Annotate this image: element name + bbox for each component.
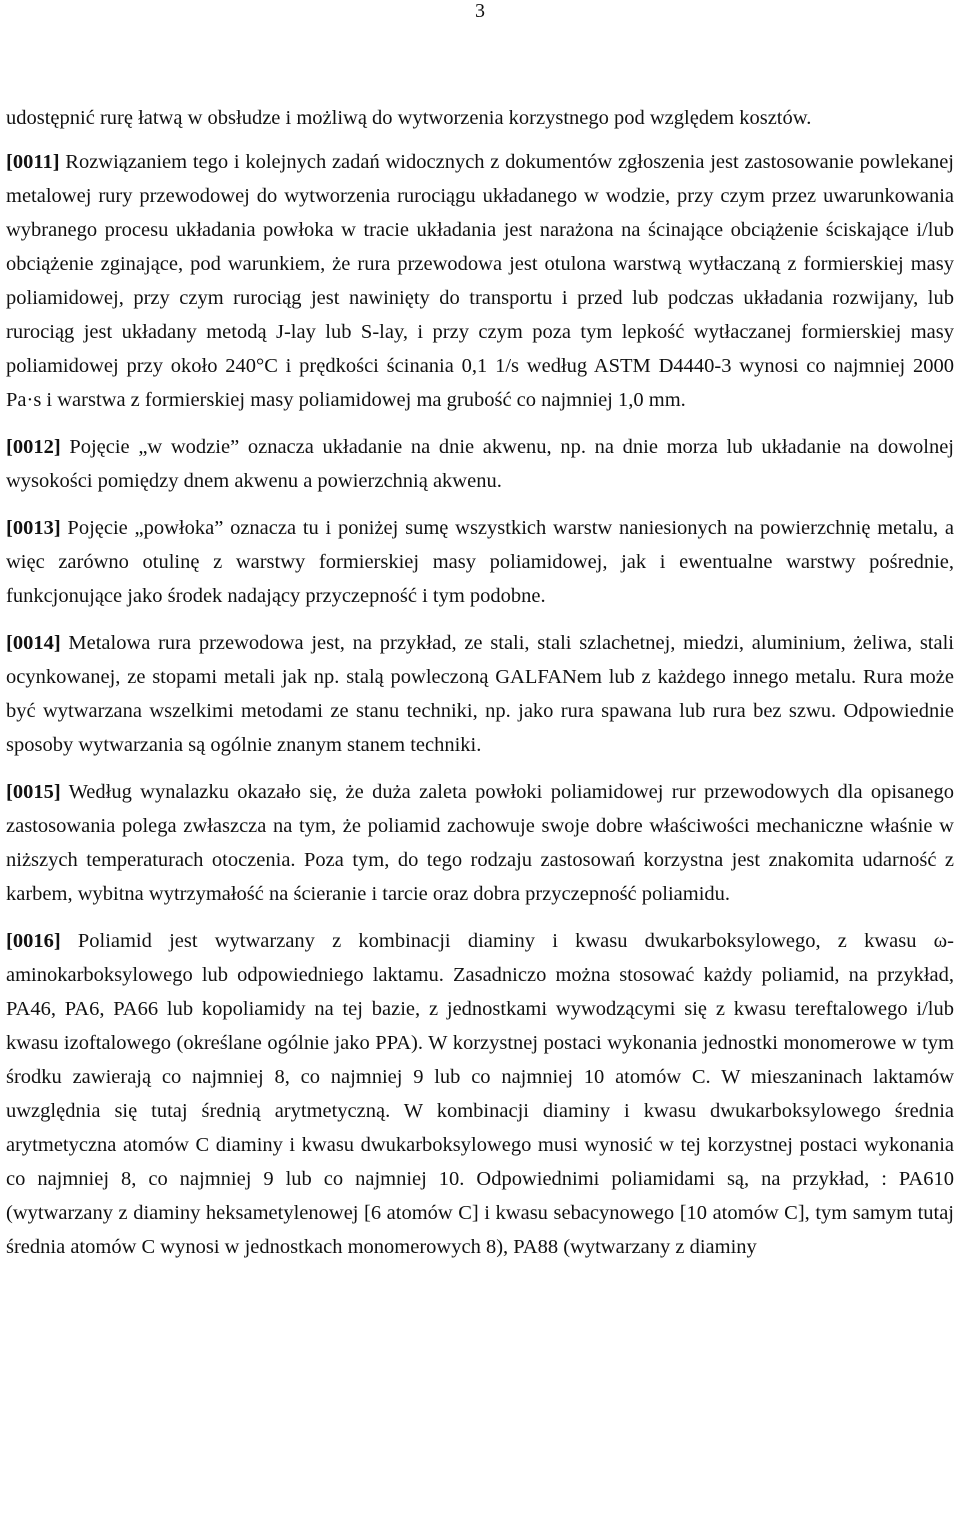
paragraph-text: Według wynalazku okazało się, że duża zaleta powłoki poliamidowej rur przewodowych dla opisanego zastosowania polega zwłaszcza na tym, że poliamid zachowuje swoje dobre właściwości mechaniczne właśnie w niższych temperaturach otoczenia. Poza tym, do tego rodzaju zastosowań korzystna jest znakomita udarność z karbem, wybitna wytrzymałość na ścieranie i tarcie oraz dobra przyczepność poliamidu.: [6, 781, 954, 905]
paragraph-number: [0014]: [6, 632, 61, 654]
paragraph-number: [0013]: [6, 517, 61, 539]
paragraph-text: Pojęcie „powłoka” oznacza tu i poniżej sumę wszystkich warstw naniesionych na powierzchnię metalu, a więc zarówno otulinę z warstwy formierskiej masy poliamidowej, jak i ewentualne warstwy pośrednie, funkcjonujące jako środek nadający przyczepność i tym podobne.: [6, 517, 954, 607]
paragraph-number: [0016]: [6, 930, 61, 952]
paragraph-text: Metalowa rura przewodowa jest, na przykład, ze stali, stali szlachetnej, miedzi, aluminium, żeliwa, stali ocynkowanej, ze stopami metali jak np. stalą powleczoną GALFANem lub z każdego innego metalu. Rura może być wytwarzana wszelkimi metodami ze stanu techniki, np. jako rura spawana lub rura bez szwu. Odpowiednie sposoby wytwarzania są ogólnie znanym stanem techniki.: [6, 632, 954, 756]
paragraph-0011: [6, 145, 954, 417]
paragraph-number: [0011]: [6, 151, 60, 173]
paragraph-number: [0015]: [6, 781, 61, 803]
paragraph-0014: [6, 626, 954, 762]
paragraph-0012: [6, 430, 954, 498]
paragraph-number: [0012]: [6, 436, 61, 458]
page-number: 3: [475, 0, 485, 22]
paragraph-text: udostępnić rurę łatwą w obsłudze i możliwą do wytworzenia korzystnego pod względem kosztów.: [6, 107, 812, 129]
document-body: [6, 101, 954, 1277]
paragraph-text: Rozwiązaniem tego i kolejnych zadań widocznych z dokumentów zgłoszenia jest zastosowanie powlekanej metalowej rury przewodowej do wytworzenia rurociągu układanego w wodzie, przy czym przez uwarunkowania wybranego procesu układania powłoka w tracie układania jest narażona na ścinające obciążenie ściskające i/lub obciążenie zginające, pod warunkiem, że rura przewodowa jest otulona warstwą wytłaczaną z formierskiej masy poliamidowej, przy czym rurociąg jest nawinięty do transportu i przed lub podczas układania rozwijany, lub rurociąg jest układany metodą J-lay lub S-lay, i przy czym poza tym lepkość wytłaczanej formierskiej masy poliamidowej przy około 240°C i prędkości ścinania 0,1 1/s według ASTM D4440-3 wynosi co najmniej 2000 Pa·s i warstwa z formierskiej masy poliamidowej ma grubość co najmniej 1,0 mm.: [6, 151, 954, 411]
paragraph-text: Pojęcie „w wodzie” oznacza układanie na dnie akwenu, np. na dnie morza lub układanie na dowolnej wysokości pomiędzy dnem akwenu a powierzchnią akwenu.: [6, 436, 954, 492]
paragraph-0013: [6, 511, 954, 613]
paragraph-0016: [6, 924, 954, 1264]
paragraph-continuation: [6, 101, 954, 135]
paragraph-text: Poliamid jest wytwarzany z kombinacji diaminy i kwasu dwukarboksylowego, z kwasu ω-aminokarboksylowego lub odpowiedniego laktamu. Zasadniczo można stosować każdy poliamid, na przykład, PA46, PA6, PA66 lub kopoliamidy na tej bazie, z jednostkami wywodzącymi się z kwasu tereftalowego i/lub kwasu izoftalowego (określane ogólnie jako PPA). W korzystnej postaci wykonania jednostki monomerowe w tym środku zawierają co najmniej 8, co najmniej 9 lub co najmniej 10 atomów C. W mieszaninach laktamów uwzględnia się tutaj średnią arytmetyczną. W kombinacji diaminy i kwasu dwukarboksylowego średnia arytmetyczna atomów C diaminy i kwasu dwukarboksylowego musi wynosić w tej korzystnej postaci wykonania co najmniej 8, co najmniej 9 lub co najmniej 10. Odpowiednimi poliamidami są, na przykład, : PA610 (wytwarzany z diaminy heksametylenowej [6 atomów C] i kwasu sebacynowego [10 atomów C], tym samym tutaj średnia atomów C wynosi w jednostkach monomerowych 8), PA88 (wytwarzany z diaminy: [6, 930, 954, 1258]
paragraph-0015: [6, 775, 954, 911]
